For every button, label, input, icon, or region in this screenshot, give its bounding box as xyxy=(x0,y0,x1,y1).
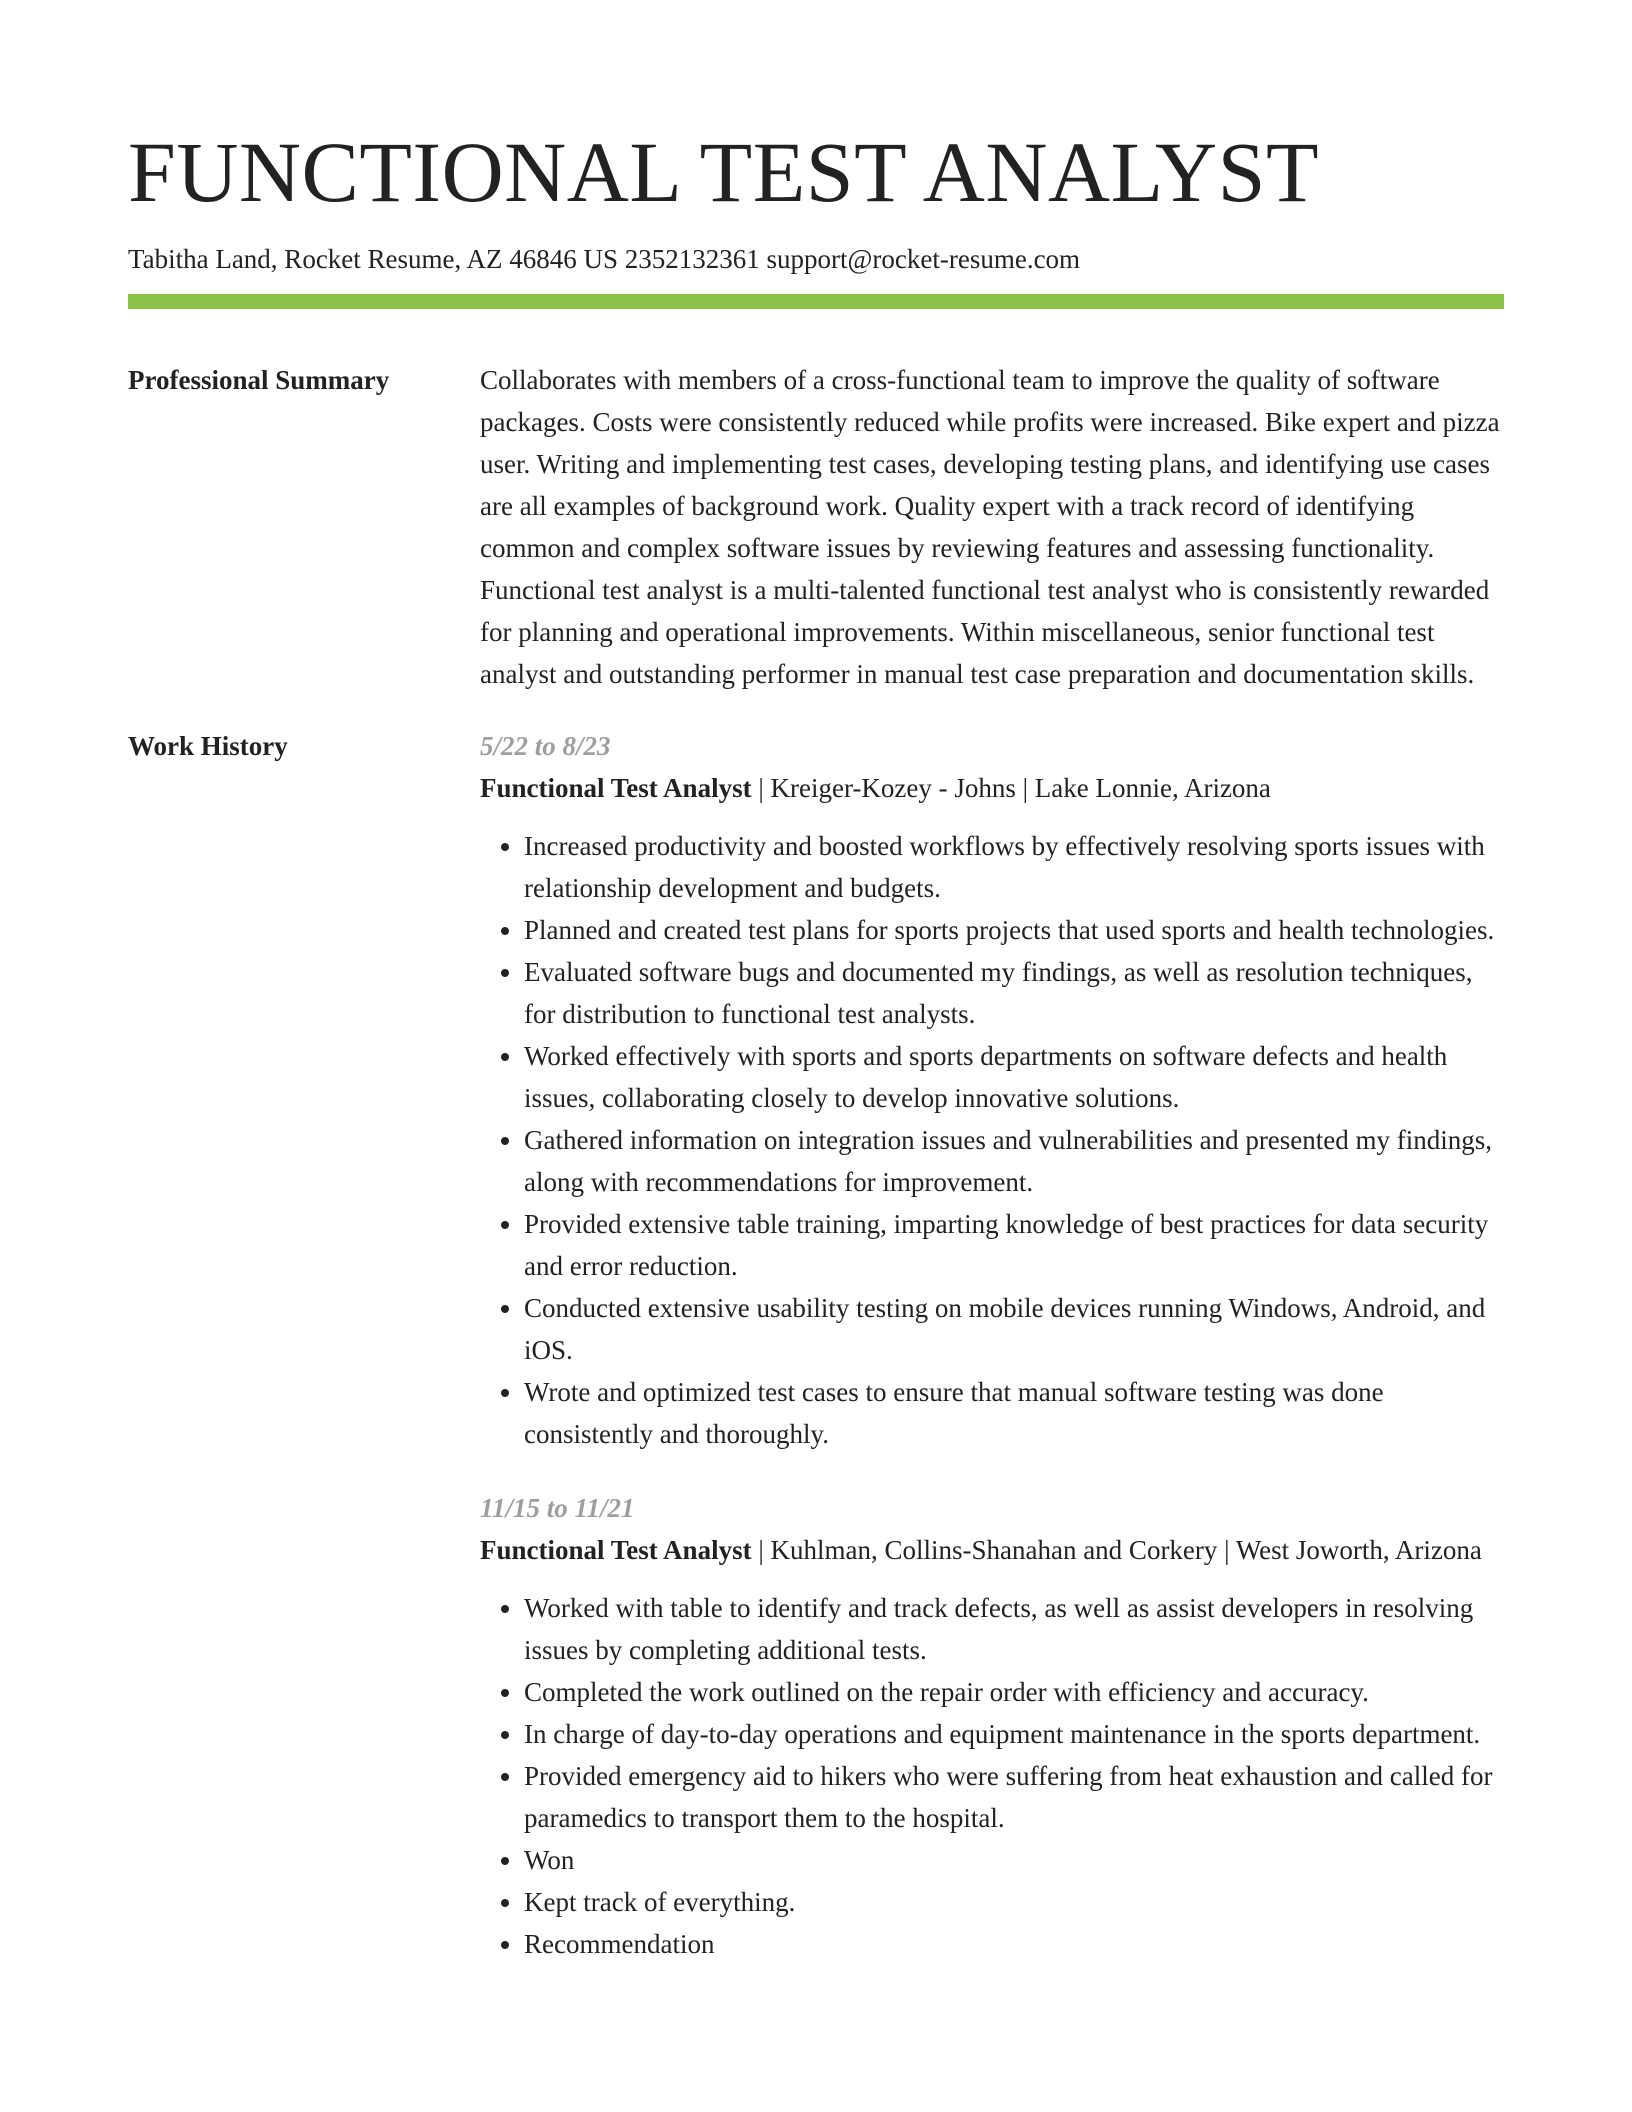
resume-title: FUNCTIONAL TEST ANALYST xyxy=(128,124,1320,220)
duty-item: • Won xyxy=(524,1839,1504,1881)
duty-item: • Completed the work outlined on the repair order with efficiency and accuracy. xyxy=(524,1671,1504,1713)
work-history-body xyxy=(480,725,1504,1965)
duty-item: • In charge of day-to-day operations and equipment maintenance in the sports department. xyxy=(524,1713,1504,1755)
duty-item: • Gathered information on integration issues and vulnerabilities and presented my findings, along with recommendations for improvement. xyxy=(524,1119,1504,1203)
job-employer-location: | Kuhlman, Collins-Shanahan and Corkery | West Joworth, Arizona xyxy=(751,1535,1482,1565)
duty-item: • Increased productivity and boosted workflows by effectively resolving sports issues with relationship development and budgets. xyxy=(524,825,1504,909)
duty-item: • Conducted extensive usability testing on mobile devices running Windows, Android, and iOS. xyxy=(524,1287,1504,1371)
resume-page xyxy=(128,0,1504,1965)
job-header xyxy=(480,767,1504,809)
summary-body xyxy=(480,359,1504,695)
duty-item: • Recommendation xyxy=(524,1923,1504,1965)
job-dates: 11/15 to 11/21 xyxy=(480,1493,635,1523)
professional-summary-section xyxy=(128,359,1504,695)
job-employer-location: | Kreiger-Kozey - Johns | Lake Lonnie, Arizona xyxy=(751,773,1271,803)
summary-text: Collaborates with members of a cross-functional team to improve the quality of software packages. Costs were consistently reduced while profits were increased. Bike expert and pizza user. Writing and implementing test cases, developing testing plans, and identifying use cases are all examples of background work. Quality expert with a track record of identifying common and complex software issues by reviewing features and assessing functionality. Functional test analyst is a multi-talented functional test analyst who is consistently rewarded for planning and operational improvements. Within miscellaneous, senior functional test analyst and outstanding performer in manual test case preparation and documentation skills. xyxy=(480,365,1500,689)
duty-item: • Provided extensive table training, imparting knowledge of best practices for data security and error reduction. xyxy=(524,1203,1504,1287)
job-title: Functional Test Analyst xyxy=(480,773,752,803)
job-entry xyxy=(480,725,1504,1455)
duty-item: • Wrote and optimized test cases to ensure that manual software testing was done consistently and thoroughly. xyxy=(524,1371,1504,1455)
duty-item: • Worked effectively with sports and sports departments on software defects and health issues, collaborating closely to develop innovative solutions. xyxy=(524,1035,1504,1119)
job-duties-list xyxy=(480,1587,1504,1965)
header-divider xyxy=(128,294,1504,309)
job-title: Functional Test Analyst xyxy=(480,1535,752,1565)
contact-line: Tabitha Land, Rocket Resume, AZ 46846 US 2352132361 support@rocket-resume.com xyxy=(128,244,1081,274)
job-dates: 5/22 to 8/23 xyxy=(480,731,611,761)
job-duties-list xyxy=(480,825,1504,1455)
duty-item: • Worked with table to identify and track defects, as well as assist developers in resolving issues by completing additional tests. xyxy=(524,1587,1504,1671)
duty-item: • Planned and created test plans for sports projects that used sports and health technologies. xyxy=(524,909,1504,951)
work-history-section xyxy=(128,725,1504,1965)
duty-item: • Provided emergency aid to hikers who were suffering from heat exhaustion and called for paramedics to transport them to the hospital. xyxy=(524,1755,1504,1839)
duty-item: • Kept track of everything. xyxy=(524,1881,1504,1923)
job-entry xyxy=(480,1487,1504,1965)
duty-item: • Evaluated software bugs and documented my findings, as well as resolution techniques, for distribution to functional test analysts. xyxy=(524,951,1504,1035)
section-label-work-history: Work History xyxy=(128,731,288,761)
job-header xyxy=(480,1529,1504,1571)
section-label-summary: Professional Summary xyxy=(128,365,390,395)
